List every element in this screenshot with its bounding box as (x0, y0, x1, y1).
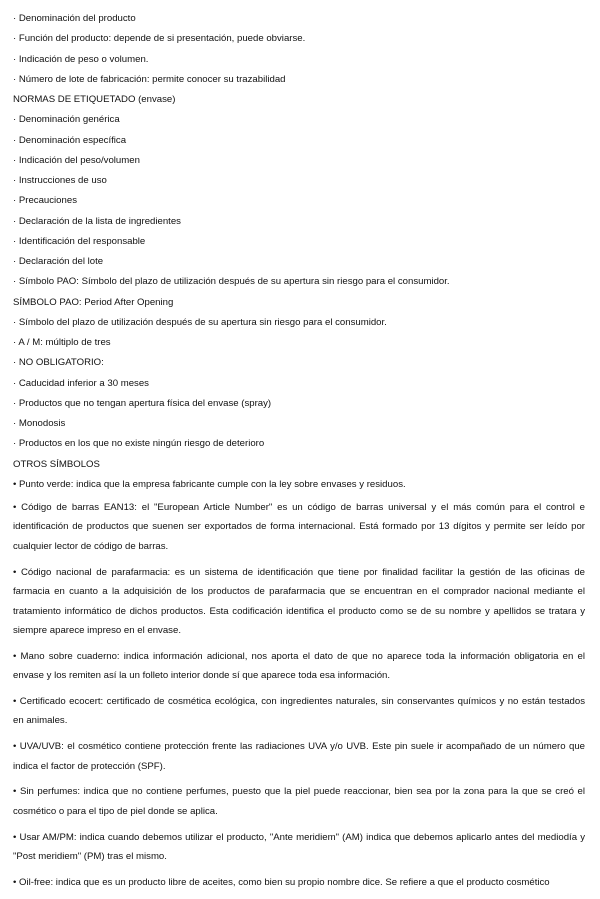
list-item: · Productos que no tengan apertura física del envase (spray) (13, 397, 272, 409)
paragraph-ecocert: • Certificado ecocert: certificado de cosmética ecológica, con ingredientes naturales, sin conservantes químicos y no están testados en animales. (13, 695, 585, 727)
section-heading: OTROS SÍMBOLOS (13, 458, 100, 470)
list-item: · Caducidad inferior a 30 meses (13, 377, 149, 389)
section-heading: SÍMBOLO PAO: Period After Opening (13, 296, 174, 308)
paragraph-sin-perfumes: • Sin perfumes: indica que no contiene perfumes, puesto que la piel puede reaccionar, bien sea por la zona para la que se creó el cosmético o para el tipo de piel donde se aplica. (13, 786, 585, 817)
list-item: • Punto verde: indica que la empresa fabricante cumple con la ley sobre envases y residuos. (13, 478, 406, 490)
list-item: · Monodosis (13, 418, 66, 429)
list-item: · Declaración de la lista de ingredientes (13, 215, 181, 227)
list-item: · Productos en los que no existe ningún riesgo de deterioro (13, 438, 265, 450)
list-item: · Símbolo del plazo de utilización después de su apertura sin riesgo para el consumidor. (13, 316, 387, 328)
paragraph-oil-free: • Oil-free: indica que es un producto libre de aceites, como bien su propio nombre dice. Se refiere a que el producto cosmético (13, 876, 550, 888)
list-item: · Símbolo PAO: Símbolo del plazo de utilización después de su apertura sin riesgo para el consumidor. (13, 276, 450, 288)
paragraph-am-pm: • Usar AM/PM: indica cuando debemos utilizar el producto, "Ante meridiem" (AM) indica que debemos aplicarlo antes del mediodía y "Post meridiem" (PM) tras el mismo. (13, 831, 585, 863)
list-item: · Denominación del producto (13, 13, 136, 24)
list-item: · NO OBLIGATORIO: (13, 357, 104, 369)
list-item: · Indicación del peso/volumen (13, 154, 140, 166)
paragraph-ean13: • Código de barras EAN13: el "European Article Number" es un código de barras universal y el más común para el control e identificación de productos que suenen ser exportados de forma internacional. Está formado por 13 dígitos y permite ser leído por cualquier lector de código de barras. (13, 502, 585, 552)
document-page (13, 12, 585, 899)
list-item: · Función del producto: depende de si presentación, puede obviarse. (13, 33, 306, 45)
list-item: · Denominación específica (13, 134, 127, 146)
list-item: · A / M: múltiplo de tres (13, 337, 111, 348)
list-item: · Precauciones (13, 195, 77, 207)
list-item: · Número de lote de fabricación: permite conocer su trazabilidad (13, 73, 286, 85)
section-heading: NORMAS DE ETIQUETADO (envase) (13, 94, 176, 105)
list-item: · Declaración del lote (13, 256, 104, 267)
list-item: · Instrucciones de uso (13, 175, 107, 186)
list-item: · Identificación del responsable (13, 235, 146, 247)
paragraph-mano-cuaderno: • Mano sobre cuaderno: indica información adicional, nos aporta el dato de que no aparece toda la información obligatoria en el envase y los remiten así la un folleto interior donde sí que aparece toda esa información. (13, 650, 585, 682)
list-item: · Indicación de peso o volumen. (13, 53, 149, 65)
paragraph-uva-uvb: • UVA/UVB: el cosmético contiene protección frente las radiaciones UVA y/o UVB. Este pin suele ir acompañado de un número que indica el factor de protección (SPF). (13, 741, 585, 772)
paragraph-parafarmacia: • Código nacional de parafarmacia: es un sistema de identificación que tiene por finalidad facilitar la gestión de las oficinas de farmacia en cuanto a la adquisición de los productos de parafarmacia que se encuentran en el comprador nacional mediante el tratamiento informático de dichos productos. Esta codificación identifica el producto como se de su nombre y apellidos se tratara y siempre aparece impreso en el envase. (13, 566, 585, 637)
list-item: · Denominación genérica (13, 114, 120, 126)
